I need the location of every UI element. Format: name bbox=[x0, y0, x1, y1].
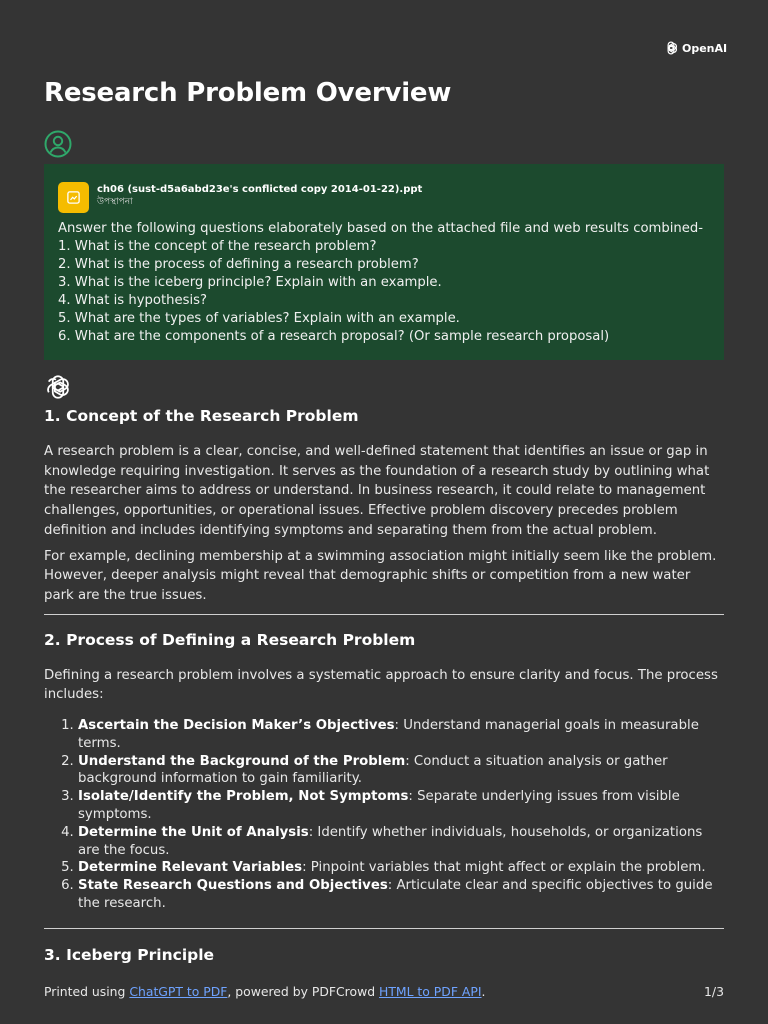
page-title: Research Problem Overview bbox=[44, 78, 452, 108]
list-item: 6. State Research Questions and Objectives: Articulate clear and specific objectives to guide the research. bbox=[78, 877, 724, 913]
openai-brand bbox=[663, 40, 727, 56]
prompt-line: 2. What is the process of defining a research problem? bbox=[58, 257, 419, 272]
prompt-line: 6. What are the components of a research proposal? (Or sample research proposal) bbox=[58, 329, 610, 344]
section-heading-iceberg: 3. Iceberg Principle bbox=[44, 945, 215, 964]
openai-assistant-icon bbox=[44, 373, 72, 401]
section-heading-process: 2. Process of Defining a Research Problem bbox=[44, 630, 416, 649]
page-footer bbox=[44, 984, 724, 999]
user-avatar-icon bbox=[44, 130, 72, 158]
attachment-file-type: উপস্থাপনা bbox=[97, 197, 133, 207]
list-item: 2. Understand the Background of the Problem: Conduct a situation analysis or gather background information to gain familiarity. bbox=[78, 753, 724, 789]
user-prompt-box bbox=[44, 164, 724, 360]
list-item: 3. Isolate/Identify the Problem, Not Symptoms: Separate underlying issues from visible symptoms. bbox=[78, 788, 724, 824]
openai-logo-icon bbox=[663, 40, 679, 56]
file-attachment[interactable] bbox=[58, 181, 710, 213]
process-steps-list bbox=[44, 717, 724, 913]
prompt-line: Answer the following questions elaborately based on the attached file and web results combined- bbox=[58, 221, 704, 236]
section-heading-concept: 1. Concept of the Research Problem bbox=[44, 407, 359, 425]
concept-paragraph: A research problem is a clear, concise, and well-defined statement that identifies an issue or gap in knowledge requiring investigation. It serves as the foundation of a research study by outlining what the researcher aims to address or understand. In business research, it could relate to management challenges, opportunities, or operational issues. Effective problem discovery precedes problem definition and includes identifying symptoms and separating them from the actual problem. bbox=[44, 444, 710, 538]
prompt-line: 4. What is hypothesis? bbox=[58, 293, 207, 308]
page-number: 1/3 bbox=[704, 984, 724, 999]
concept-example-paragraph: For example, declining membership at a swimming association might initially seem like the problem. However, deeper analysis might reveal that demographic shifts or competition from a new water park are the true issues. bbox=[44, 548, 717, 603]
presentation-file-icon bbox=[58, 182, 89, 213]
prompt-line: 1. What is the concept of the research problem? bbox=[58, 239, 377, 254]
section-divider bbox=[44, 614, 724, 615]
chatgpt-to-pdf-link[interactable]: ChatGPT to PDF bbox=[129, 984, 228, 999]
brand-name: OpenAI bbox=[682, 41, 728, 55]
process-intro-paragraph: Defining a research problem involves a systematic approach to ensure clarity and focus. The process includes: bbox=[44, 667, 718, 703]
section-divider bbox=[44, 928, 724, 929]
prompt-line: 5. What are the types of variables? Explain with an example. bbox=[58, 311, 460, 326]
prompt-text bbox=[58, 220, 710, 346]
html-to-pdf-api-link[interactable]: HTML to PDF API bbox=[379, 984, 482, 999]
assistant-response bbox=[44, 404, 724, 966]
attachment-file-name: ch06 (sust-d5a6abd23e's conflicted copy 2014-01-22).ppt bbox=[97, 184, 423, 195]
prompt-line: 3. What is the iceberg principle? Explain with an example. bbox=[58, 275, 442, 290]
list-item: 4. Determine the Unit of Analysis: Identify whether individuals, households, or organizations are the focus. bbox=[78, 824, 724, 860]
list-item: 5. Determine Relevant Variables: Pinpoint variables that might affect or explain the problem. bbox=[78, 859, 724, 877]
list-item: 1. Ascertain the Decision Maker’s Objectives: Understand managerial goals in measurable terms. bbox=[78, 717, 724, 753]
footer-credit: Printed using ChatGPT to PDF, powered by PDFCrowd HTML to PDF API. bbox=[44, 984, 486, 999]
